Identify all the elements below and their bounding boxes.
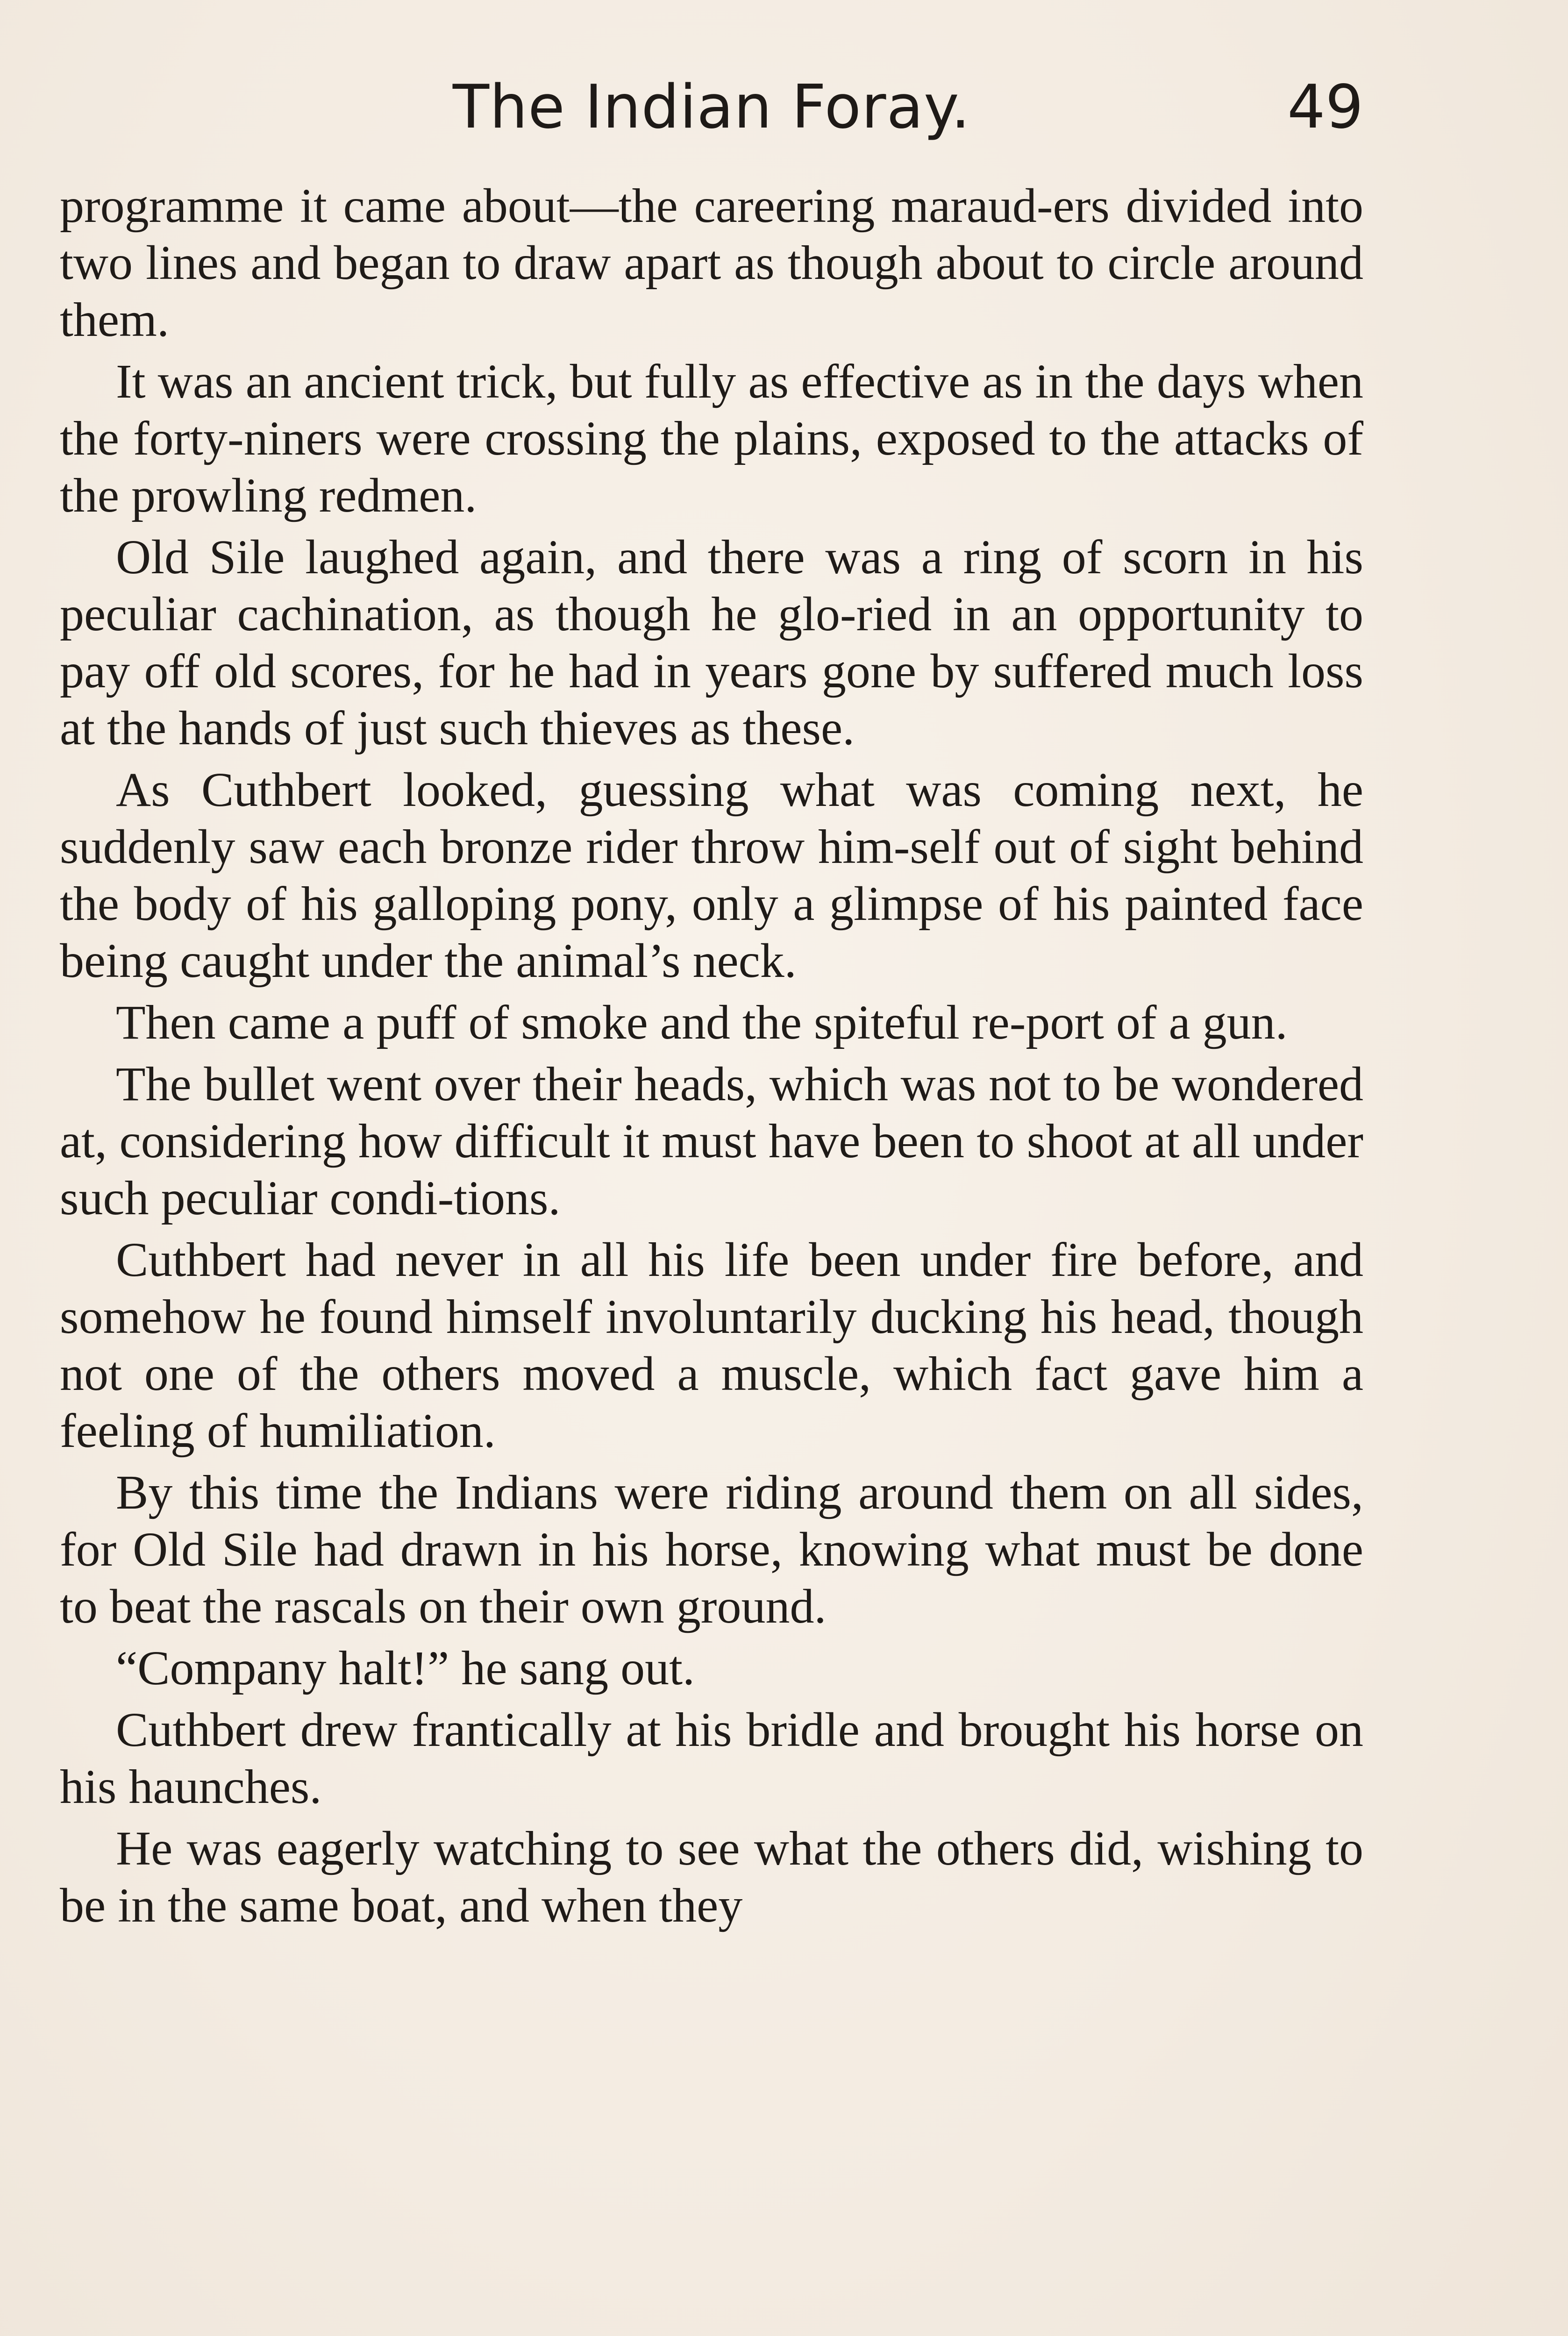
running-head: The Indian Foray. (452, 72, 971, 142)
body-text (60, 178, 1363, 1939)
paragraph: It was an ancient trick, but fully as effective as in the days when the forty-niners were crossing the plains, exposed to the attacks of the prowling redmen. (60, 355, 1363, 522)
paragraph: Then came a puff of smoke and the spiteful re-port of a gun. (116, 996, 1288, 1049)
paragraph: The bullet went over their heads, which was not to be wondered at, considering how difficult it must have been to shoot at all under such peculiar condi-tions. (60, 1057, 1363, 1225)
paragraph: Cuthbert had never in all his life been under fire before, and somehow he found himself involuntarily ducking his head, though not one of the others moved a muscle, which fact gave him a feeling of humiliation. (60, 1233, 1363, 1458)
paragraph: Cuthbert drew frantically at his bridle and brought his horse on his haunches. (60, 1703, 1363, 1814)
page-header (60, 61, 1363, 154)
paragraph: By this time the Indians were riding around them on all sides, for Old Sile had drawn in his horse, knowing what must be done to beat the rascals on their own ground. (60, 1466, 1363, 1633)
paragraph: “Company halt!” he sang out. (116, 1641, 695, 1695)
paragraph: He was eagerly watching to see what the others did, wishing to be in the same boat, and when they (60, 1822, 1363, 1932)
page-number: 49 (1287, 72, 1363, 142)
paragraph: Old Sile laughed again, and there was a ring of scorn in his peculiar cachination, as though he glo-ried in an opportunity to pay off old scores, for he had in years gone by suffered much loss at the hands of just such thieves as these. (60, 530, 1363, 755)
paragraph: As Cuthbert looked, guessing what was coming next, he suddenly saw each bronze rider throw him-self out of sight behind the body of his galloping pony, only a glimpse of his painted face being caught under the animal’s neck. (60, 763, 1363, 988)
paragraph: programme it came about—the careering maraud-ers divided into two lines and began to draw apart as though about to circle around them. (60, 179, 1363, 347)
